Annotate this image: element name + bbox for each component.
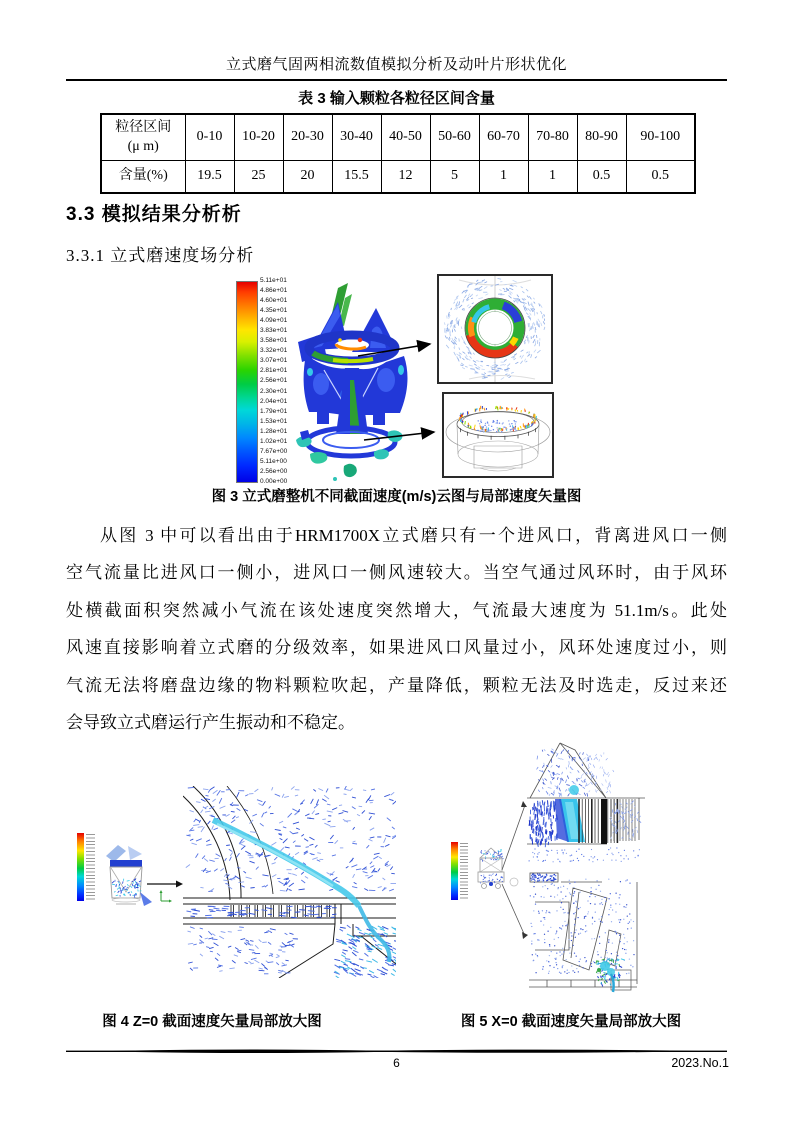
colorbar-tick-label: 3.32e+01 (260, 347, 288, 355)
colorbar-tick-label: 0.00e+00 (260, 477, 288, 485)
table-header-cell (101, 114, 185, 161)
colorbar-tick-label: 4.09e+01 (260, 317, 288, 325)
table-cell: 0.5 (626, 161, 695, 194)
table-header-cell: 20-30 (283, 114, 332, 161)
colorbar-tick-label: 2.56e+01 (260, 377, 288, 385)
figure5-caption: 图 5 X=0 截面速度矢量局部放大图 (460, 1014, 682, 1030)
table-cell: 19.5 (185, 161, 234, 194)
row-header-line2: (μ m) (127, 138, 159, 154)
paragraph-line: 气流无法将磨盘边缘的物料颗粒吹起，产量降低，颗粒无法及时选走，反过来还 (66, 675, 727, 695)
paragraph-line: 空气流量比进风口一侧小，进风口一侧风速较大。当空气通过风环时，由于风环 (66, 563, 727, 583)
colorbar-tick-label: 5.11e+00 (260, 457, 287, 465)
colorbar-tick-label: 2.30e+01 (260, 387, 288, 395)
page-number: 6 (393, 1056, 400, 1070)
table-header-cell: 30-40 (332, 114, 381, 161)
footer-divider (66, 1047, 727, 1055)
table-header-cell: 80-90 (577, 114, 626, 161)
table-cell: 5 (430, 161, 479, 194)
table-header-cell: 40-50 (381, 114, 430, 161)
colorbar-tick-label: 2.56e+00 (260, 467, 288, 475)
colorbar-tick-label: 3.83e+01 (260, 327, 288, 335)
colorbar-tick-label: 1.79e+01 (260, 407, 288, 415)
colorbar-tick-label: 4.35e+01 (260, 307, 288, 315)
figure4-mini-colorbar (77, 833, 84, 901)
section-heading: 3.3 模拟结果分析析 (66, 204, 242, 225)
mill-overview-icon (98, 840, 154, 914)
figure5-colorbar-ticks (460, 843, 468, 899)
inset-air-ring-view (442, 392, 554, 478)
paragraph-line: 处横截面积突然减小气流在该处速度突然增大，气流最大速度为 51.1m/s。此处 (66, 600, 727, 620)
inset-rotor-vector-view (437, 274, 553, 384)
axis-triad-icon (158, 890, 172, 904)
colorbar-tick-label: 1.02e+01 (260, 437, 288, 445)
table-header-cell: 0-10 (185, 114, 234, 161)
page-header-title: 立式磨气固两相流数值模拟分析及动叶片形状优化 (225, 57, 567, 73)
figure4-caption: 图 4 Z=0 截面速度矢量局部放大图 (102, 1014, 322, 1030)
table3 (100, 113, 696, 194)
paragraph-line: 风速直接影响着立式磨的分级效率，如果进风口风量过小，风环处速度过小，则 (66, 638, 727, 658)
table-header-cell: 50-60 (430, 114, 479, 161)
table-row-label: 含量(%) (101, 161, 185, 194)
figure4-vector-field-image (183, 786, 396, 978)
body-paragraph (66, 517, 727, 741)
colorbar-tick-label: 4.60e+01 (260, 297, 288, 305)
table-cell: 20 (283, 161, 332, 194)
table-cell: 1 (528, 161, 577, 194)
table-row (101, 114, 695, 161)
table-cell: 1 (479, 161, 528, 194)
header-divider (66, 79, 727, 81)
paragraph-line: 从图 3 中可以看出由于HRM1700X立式磨只有一个进风口，背离进风口一侧 (100, 526, 727, 545)
figure5-upper-vector-image (527, 742, 645, 864)
colorbar-tick-label: 3.07e+01 (260, 357, 288, 365)
table-header-cell: 70-80 (528, 114, 577, 161)
journal-issue-label: 2023.No.1 (671, 1056, 729, 1070)
colorbar-tick-label: 1.53e+01 (260, 417, 288, 425)
figure3-caption: 图 3 立式磨整机不同截面速度(m/s)云图与局部速度矢量图 (211, 489, 582, 505)
colorbar-tick-label: 3.58e+01 (260, 337, 288, 345)
table-header-cell: 10-20 (234, 114, 283, 161)
table-cell: 0.5 (577, 161, 626, 194)
colorbar-tick-label: 7.67e+00 (260, 447, 288, 455)
table3-caption: 表 3 输入颗粒各粒径区间含量 (298, 90, 495, 107)
colorbar-labels (260, 277, 287, 485)
figure5-mini-colorbar (451, 842, 458, 900)
table-cell: 12 (381, 161, 430, 194)
rotor-vector-image (439, 276, 551, 382)
table-header-cell: 60-70 (479, 114, 528, 161)
table-cell: 25 (234, 161, 283, 194)
air-ring-image (444, 394, 552, 476)
figure5-lower-vector-image (527, 872, 640, 998)
colorbar-tick-label: 5.11e+01 (260, 277, 287, 284)
paragraph-line: 会导致立式磨运行产生振动和不稳定。 (66, 712, 355, 732)
callout-arrows-icon (352, 330, 444, 446)
figure4-colorbar-ticks (86, 834, 95, 900)
colorbar-tick-label: 2.81e+01 (260, 367, 288, 375)
table-header-cell: 90-100 (626, 114, 695, 161)
table-row (101, 161, 695, 194)
colorbar-tick-label: 4.86e+01 (260, 287, 288, 295)
subsection-heading: 3.3.1 立式磨速度场分析 (66, 246, 255, 265)
table-cell: 15.5 (332, 161, 381, 194)
colorbar-tick-label: 1.28e+01 (260, 427, 288, 435)
row-header-line1: 粒径区间 (115, 120, 172, 136)
zoom-callout-arrow-icon (146, 878, 184, 890)
velocity-colorbar (236, 281, 258, 483)
colorbar-tick-label: 2.04e+01 (260, 397, 288, 405)
